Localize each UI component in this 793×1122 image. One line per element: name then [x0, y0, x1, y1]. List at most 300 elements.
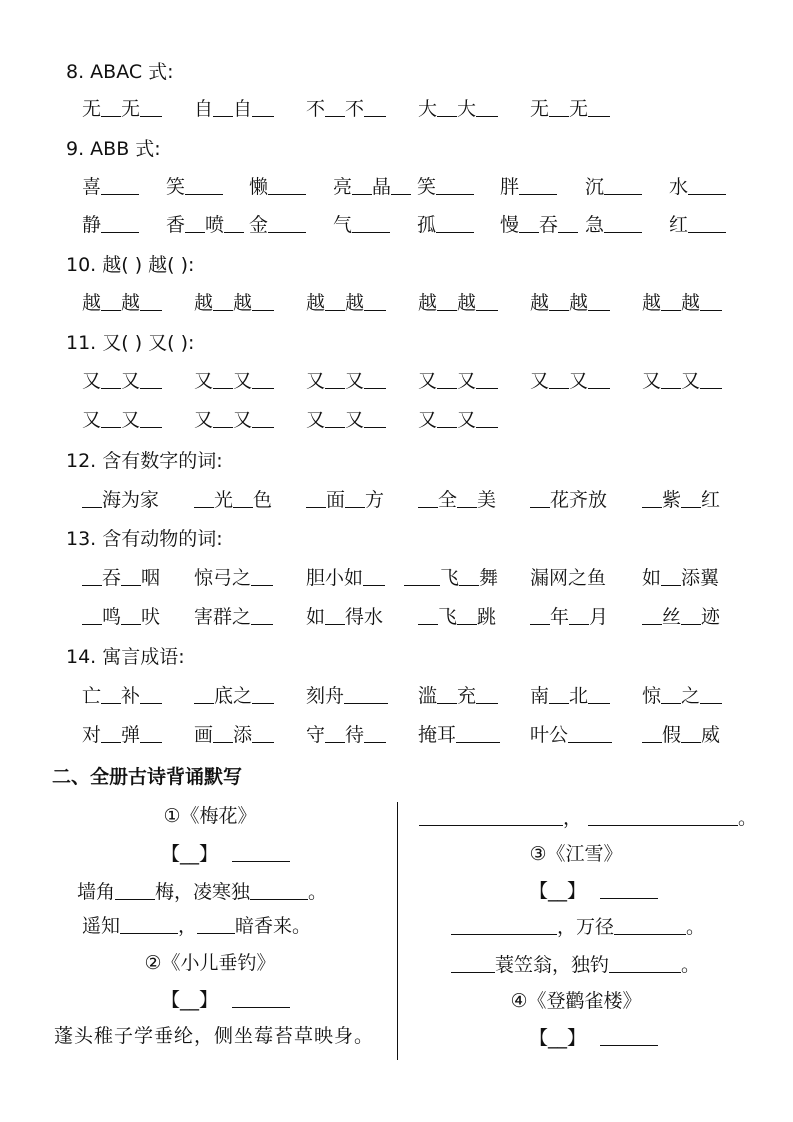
word-cell	[194, 97, 274, 121]
word-char: 又	[233, 409, 253, 431]
blank[interactable]	[213, 292, 233, 311]
blank[interactable]	[364, 409, 386, 428]
word-cell	[166, 213, 244, 237]
blank[interactable]	[233, 489, 253, 508]
row-13-cell	[642, 566, 719, 590]
blank[interactable]	[568, 724, 612, 743]
word-cell	[306, 97, 386, 121]
word: 光	[214, 489, 234, 511]
row-13-cell	[642, 605, 720, 629]
word-char: 吞	[539, 214, 559, 236]
word-char: 无	[121, 98, 141, 120]
word-char: 沉	[585, 176, 605, 198]
dynasty-bracket: 【__】	[161, 989, 219, 1011]
blank[interactable]	[140, 292, 162, 311]
word: 舞	[479, 567, 499, 589]
word: 之	[681, 685, 701, 707]
row-12-cell	[306, 488, 384, 512]
blank[interactable]	[451, 954, 495, 973]
word-char: 越	[345, 292, 365, 314]
row-13-cell	[194, 566, 273, 590]
word-cell	[530, 97, 610, 121]
text: 。	[738, 807, 758, 829]
row-12-cell	[530, 488, 607, 512]
row-12-cell	[642, 488, 720, 512]
row-13-cell	[306, 566, 385, 590]
blank[interactable]	[213, 98, 233, 117]
blank[interactable]	[609, 954, 681, 973]
blank[interactable]	[352, 214, 390, 233]
blank[interactable]	[404, 567, 440, 586]
word-char: 越	[681, 292, 701, 314]
blank[interactable]	[325, 292, 345, 311]
blank[interactable]	[252, 98, 274, 117]
blank[interactable]	[252, 409, 274, 428]
word-cell	[333, 175, 411, 199]
word-cell	[82, 175, 139, 199]
word-cell	[82, 213, 139, 237]
word: 全	[438, 489, 458, 511]
author-blank[interactable]	[232, 843, 290, 862]
blank[interactable]	[588, 292, 610, 311]
blank[interactable]	[549, 370, 569, 389]
heading-8: 8. ABAC 式:	[66, 61, 174, 83]
row-13-cell	[82, 605, 160, 629]
word: 飞	[438, 606, 458, 628]
word-char: 红	[669, 214, 689, 236]
word-char: 又	[457, 409, 477, 431]
blank[interactable]	[661, 292, 681, 311]
author-blank[interactable]	[600, 880, 658, 899]
blank[interactable]	[436, 214, 474, 233]
word-char: 无	[82, 98, 102, 120]
text: 梅，凌寒独	[155, 881, 251, 903]
row-13-cell	[404, 566, 498, 590]
word: 得水	[345, 606, 384, 628]
column-divider	[397, 802, 398, 1060]
blank[interactable]	[549, 98, 569, 117]
word-cell	[82, 408, 162, 432]
blank[interactable]	[101, 685, 121, 704]
blank[interactable]	[344, 685, 388, 704]
poem-line	[451, 915, 705, 939]
row-14-cell	[82, 684, 162, 708]
word-char: 又	[82, 370, 102, 392]
row-14-cell	[306, 723, 386, 747]
word-char: 无	[569, 98, 589, 120]
blank[interactable]	[614, 916, 686, 935]
word-cell	[418, 408, 498, 432]
blank[interactable]	[121, 606, 141, 625]
word: 如	[306, 606, 326, 628]
word-char: 喷	[205, 214, 225, 236]
row-13-cell	[530, 605, 608, 629]
word: 紫	[662, 489, 682, 511]
blank[interactable]	[530, 489, 550, 508]
word-char: 越	[530, 292, 550, 314]
word-cell	[500, 213, 578, 237]
blank[interactable]	[418, 489, 438, 508]
author-line	[529, 879, 658, 903]
blank[interactable]	[306, 489, 326, 508]
word-cell	[194, 291, 274, 315]
blank[interactable]	[121, 567, 141, 586]
word-char: 又	[530, 370, 550, 392]
blank[interactable]	[364, 98, 386, 117]
word-char: 又	[306, 370, 326, 392]
word: 吞	[102, 567, 122, 589]
word-char: 孤	[417, 214, 437, 236]
row-13-cell	[530, 566, 606, 590]
word: 威	[701, 724, 721, 746]
blank[interactable]	[700, 685, 722, 704]
blank[interactable]	[530, 606, 550, 625]
word-cell	[249, 175, 306, 199]
blank[interactable]	[101, 724, 121, 743]
blank[interactable]	[325, 370, 345, 389]
row-13-cell	[418, 605, 496, 629]
word-char: 大	[457, 98, 477, 120]
word: 月	[589, 606, 609, 628]
word-cell	[530, 369, 610, 393]
blank[interactable]	[476, 685, 498, 704]
dynasty-bracket: 【__】	[529, 1027, 587, 1049]
word-cell	[500, 175, 557, 199]
word-char: 水	[669, 176, 689, 198]
word-char: 越	[418, 292, 438, 314]
author-line	[529, 1026, 658, 1050]
word: 北	[569, 685, 589, 707]
row-14-cell	[530, 684, 610, 708]
word: 飞	[440, 567, 460, 589]
blank[interactable]	[418, 606, 438, 625]
blank[interactable]	[140, 724, 162, 743]
blank[interactable]	[476, 98, 498, 117]
blank[interactable]	[251, 567, 273, 586]
word: 鸣	[102, 606, 122, 628]
blank[interactable]	[437, 685, 457, 704]
row-14-cell	[530, 723, 612, 747]
word-char: 又	[681, 370, 701, 392]
blank[interactable]	[519, 214, 539, 233]
blank[interactable]	[688, 176, 726, 195]
blank[interactable]	[345, 489, 365, 508]
word-char: 大	[418, 98, 438, 120]
word-char: 又	[82, 409, 102, 431]
word-char: 越	[642, 292, 662, 314]
word-char: 又	[569, 370, 589, 392]
word-char: 又	[233, 370, 253, 392]
author-blank[interactable]	[600, 1027, 658, 1046]
blank[interactable]	[194, 489, 214, 508]
word-char: 越	[306, 292, 326, 314]
text: 墙角	[77, 881, 116, 903]
word-char: 又	[306, 409, 326, 431]
blank[interactable]	[101, 176, 139, 195]
word: 如	[642, 567, 662, 589]
blank[interactable]	[197, 915, 235, 934]
blank[interactable]	[588, 807, 738, 826]
text: ，万径	[557, 916, 615, 938]
blank[interactable]	[549, 292, 569, 311]
blank[interactable]	[700, 370, 722, 389]
word-cell	[530, 291, 610, 315]
blank[interactable]	[588, 685, 610, 704]
row-14-cell	[306, 684, 388, 708]
blank[interactable]	[549, 685, 569, 704]
word-char: 急	[585, 214, 605, 236]
text: ，	[178, 915, 198, 937]
word: 南	[530, 685, 550, 707]
blank[interactable]	[604, 214, 642, 233]
blank[interactable]	[688, 214, 726, 233]
blank[interactable]	[101, 409, 121, 428]
word: 充	[457, 685, 477, 707]
blank[interactable]	[457, 606, 477, 625]
blank[interactable]	[325, 98, 345, 117]
row-13-cell	[194, 605, 273, 629]
blank[interactable]	[661, 370, 681, 389]
row-14-cell	[418, 723, 500, 747]
word: 画	[194, 724, 214, 746]
word-char: 晶	[372, 176, 392, 198]
blank[interactable]	[213, 409, 233, 428]
word-cell	[669, 175, 726, 199]
blank[interactable]	[519, 176, 557, 195]
blank[interactable]	[252, 685, 274, 704]
dynasty-bracket: 【__】	[529, 880, 587, 902]
blank[interactable]	[325, 724, 345, 743]
row-12-cell	[418, 488, 496, 512]
word: 惊	[642, 685, 662, 707]
word: 美	[477, 489, 497, 511]
word: 对	[82, 724, 102, 746]
blank[interactable]	[185, 176, 223, 195]
word-char: 又	[345, 370, 365, 392]
poem-line	[82, 914, 311, 938]
dynasty-bracket: 【__】	[161, 843, 219, 865]
word: 亡	[82, 685, 102, 707]
word-char: 又	[457, 370, 477, 392]
blank[interactable]	[325, 409, 345, 428]
word-char: 又	[194, 370, 214, 392]
heading-10: 10. 越( ) 越( ):	[66, 254, 195, 276]
word-cell	[82, 97, 162, 121]
word-char: 静	[82, 214, 102, 236]
word: 吠	[141, 606, 161, 628]
blank[interactable]	[363, 567, 385, 586]
word: 刻舟	[306, 685, 345, 707]
word-cell	[306, 408, 386, 432]
word-cell	[418, 291, 498, 315]
blank[interactable]	[437, 98, 457, 117]
blank[interactable]	[642, 724, 662, 743]
blank[interactable]	[437, 292, 457, 311]
blank[interactable]	[437, 409, 457, 428]
blank[interactable]	[451, 916, 557, 935]
section-two-title: 二、全册古诗背诵默写	[52, 766, 243, 788]
row-13-cell	[82, 566, 160, 590]
blank[interactable]	[101, 98, 121, 117]
word-char: 胖	[500, 176, 520, 198]
blank[interactable]	[101, 370, 121, 389]
blank[interactable]	[364, 292, 386, 311]
word-char: 喜	[82, 176, 102, 198]
row-12	[82, 488, 159, 512]
blank[interactable]	[82, 606, 102, 625]
word-char: 气	[333, 214, 353, 236]
heading-11: 11. 又( ) 又( ):	[66, 332, 195, 354]
text: 暗香来。	[235, 915, 312, 937]
blank[interactable]	[140, 98, 162, 117]
blank[interactable]	[681, 606, 701, 625]
blank[interactable]	[476, 370, 498, 389]
word: 色	[253, 489, 273, 511]
blank[interactable]	[661, 567, 681, 586]
blank[interactable]	[661, 685, 681, 704]
word-char: 越	[569, 292, 589, 314]
word: 年	[550, 606, 570, 628]
poem-line	[77, 880, 327, 904]
word: 待	[345, 724, 365, 746]
blank[interactable]	[642, 489, 662, 508]
word-char: 金	[249, 214, 269, 236]
blank[interactable]	[250, 881, 308, 900]
blank[interactable]	[700, 292, 722, 311]
blank[interactable]	[268, 214, 306, 233]
blank[interactable]	[115, 881, 155, 900]
word: 胆小如	[306, 567, 364, 589]
word-char: 又	[121, 370, 141, 392]
text: 。	[681, 954, 701, 976]
word-cell	[194, 369, 274, 393]
blank[interactable]	[476, 409, 498, 428]
word-char: 笑	[417, 176, 437, 198]
blank[interactable]	[569, 606, 589, 625]
row-12-cell	[194, 488, 272, 512]
word: 咽	[141, 567, 161, 589]
blank[interactable]	[588, 370, 610, 389]
word: 丝	[662, 606, 682, 628]
row-14-cell	[82, 723, 162, 747]
word-char: 又	[642, 370, 662, 392]
poem-title-jiangxue: ③《江雪》	[529, 843, 623, 865]
blank[interactable]	[391, 176, 411, 195]
word: 面	[326, 489, 346, 511]
heading-14: 14. 寓言成语:	[66, 646, 185, 668]
blank[interactable]	[252, 724, 274, 743]
word-cell	[642, 291, 722, 315]
word: 弹	[121, 724, 141, 746]
heading-12: 12. 含有数字的词:	[66, 450, 223, 472]
blank[interactable]	[82, 567, 102, 586]
blank[interactable]	[604, 176, 642, 195]
word-char: 亮	[333, 176, 353, 198]
word: 漏网之鱼	[530, 567, 607, 589]
word-cell	[418, 97, 498, 121]
word-cell	[306, 291, 386, 315]
word: 方	[365, 489, 385, 511]
author-blank[interactable]	[232, 989, 290, 1008]
blank[interactable]	[251, 606, 273, 625]
text: 蓑笠翁，独钓	[495, 954, 610, 976]
blank[interactable]	[364, 370, 386, 389]
word: 掩耳	[418, 724, 457, 746]
blank[interactable]	[558, 214, 578, 233]
word-cell	[194, 408, 274, 432]
text: 。	[686, 916, 706, 938]
blank[interactable]	[140, 409, 162, 428]
blank[interactable]	[681, 724, 701, 743]
word: 守	[306, 724, 326, 746]
blank[interactable]	[185, 214, 205, 233]
word: 迹	[701, 606, 721, 628]
word: 假	[662, 724, 682, 746]
heading-9: 9. ABB 式:	[66, 138, 161, 160]
blank[interactable]	[101, 214, 139, 233]
blank[interactable]	[82, 489, 102, 508]
blank[interactable]	[268, 176, 306, 195]
blank[interactable]	[642, 606, 662, 625]
word-char: 又	[121, 409, 141, 431]
blank[interactable]	[459, 567, 479, 586]
word: 添翼	[681, 567, 720, 589]
blank[interactable]	[352, 176, 372, 195]
word: 害群之	[194, 606, 252, 628]
word-cell	[585, 213, 642, 237]
poem-title-meihua: ①《梅花》	[163, 805, 257, 827]
blank[interactable]	[476, 292, 498, 311]
blank[interactable]	[364, 724, 386, 743]
word-char: 自	[194, 98, 214, 120]
blank[interactable]	[325, 606, 345, 625]
blank[interactable]	[224, 214, 244, 233]
row-14-cell	[642, 723, 720, 747]
word-char: 越	[194, 292, 214, 314]
blank[interactable]	[456, 724, 500, 743]
blank[interactable]	[252, 370, 274, 389]
word-cell	[585, 175, 642, 199]
blank[interactable]	[681, 489, 701, 508]
word-char: 懒	[249, 176, 269, 198]
word: 花齐放	[550, 489, 608, 511]
blank[interactable]	[140, 685, 162, 704]
blank[interactable]	[588, 98, 610, 117]
blank[interactable]	[436, 176, 474, 195]
blank[interactable]	[252, 292, 274, 311]
word-cell	[82, 291, 162, 315]
word-char: 又	[418, 370, 438, 392]
blank[interactable]	[437, 370, 457, 389]
blank[interactable]	[140, 370, 162, 389]
word-char: 无	[530, 98, 550, 120]
text: 遥知	[82, 915, 121, 937]
word: 滥	[418, 685, 438, 707]
blank[interactable]	[457, 489, 477, 508]
word-char: 又	[418, 409, 438, 431]
row-14-cell	[194, 723, 274, 747]
blank[interactable]	[101, 292, 121, 311]
poem-title-dengque: ④《登鹳雀楼》	[510, 990, 642, 1012]
blank[interactable]	[120, 915, 178, 934]
heading-13: 13. 含有动物的词:	[66, 528, 223, 550]
word-cell	[306, 369, 386, 393]
blank[interactable]	[213, 370, 233, 389]
blank[interactable]	[213, 724, 233, 743]
word-char: 越	[82, 292, 102, 314]
blank[interactable]	[419, 807, 563, 826]
blank[interactable]	[194, 685, 214, 704]
